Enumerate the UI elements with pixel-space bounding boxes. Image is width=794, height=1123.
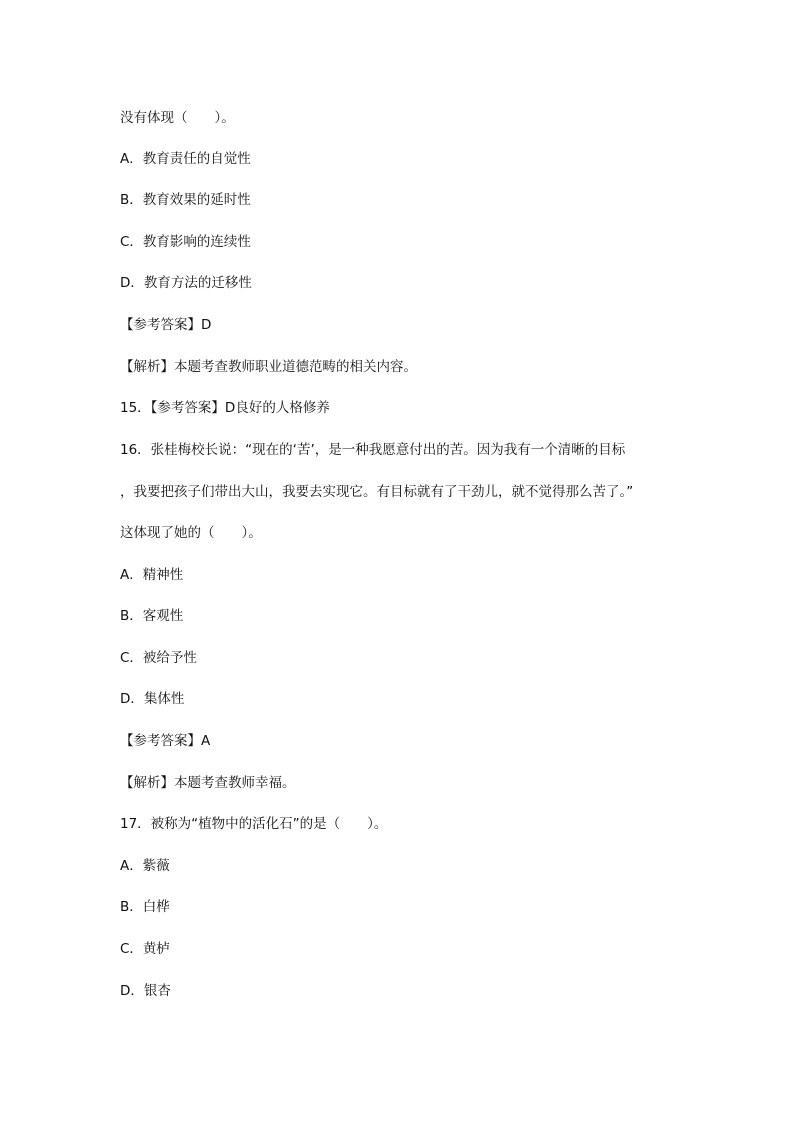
- option-c: C．教育影响的连续性: [120, 234, 251, 250]
- question-16-stem-line-2: ，我要把孩子们带出大山，我要去实现它。有目标就有了干劲儿，就不觉得那么苦了。”: [120, 484, 634, 500]
- question-16-stem: 16．张桂梅校长说：“现在的‘苦’，是一种我愿意付出的苦。因为我有一个清晰的目标: [120, 442, 626, 458]
- question-17-stem: 17．被称为“植物中的活化石”的是（ ）。: [120, 816, 388, 832]
- option-a: A．精神性: [120, 567, 184, 583]
- question-16-stem-line-3: 这体现了她的（ ）。: [120, 525, 262, 541]
- reference-answer: 【参考答案】D: [120, 317, 212, 333]
- option-c: C．黄栌: [120, 941, 170, 957]
- question-15-answer: 15．【参考答案】D良好的人格修养: [120, 400, 330, 416]
- option-a: A．紫薇: [120, 858, 170, 874]
- question-stem-continuation: 没有体现（ ）。: [120, 110, 235, 126]
- analysis: 【解析】本题考查教师职业道德范畴的相关内容。: [120, 359, 417, 375]
- option-d: D．银杏: [120, 983, 171, 999]
- option-a: A．教育责任的自觉性: [120, 151, 251, 167]
- option-b: B．白桦: [120, 899, 170, 915]
- reference-answer: 【参考答案】A: [120, 733, 211, 749]
- option-d: D．教育方法的迁移性: [120, 275, 252, 291]
- option-d: D．集体性: [120, 691, 185, 707]
- option-b: B．教育效果的延时性: [120, 192, 251, 208]
- option-b: B．客观性: [120, 608, 184, 624]
- option-c: C．被给予性: [120, 650, 197, 666]
- analysis: 【解析】本题考查教师幸福。: [120, 775, 296, 791]
